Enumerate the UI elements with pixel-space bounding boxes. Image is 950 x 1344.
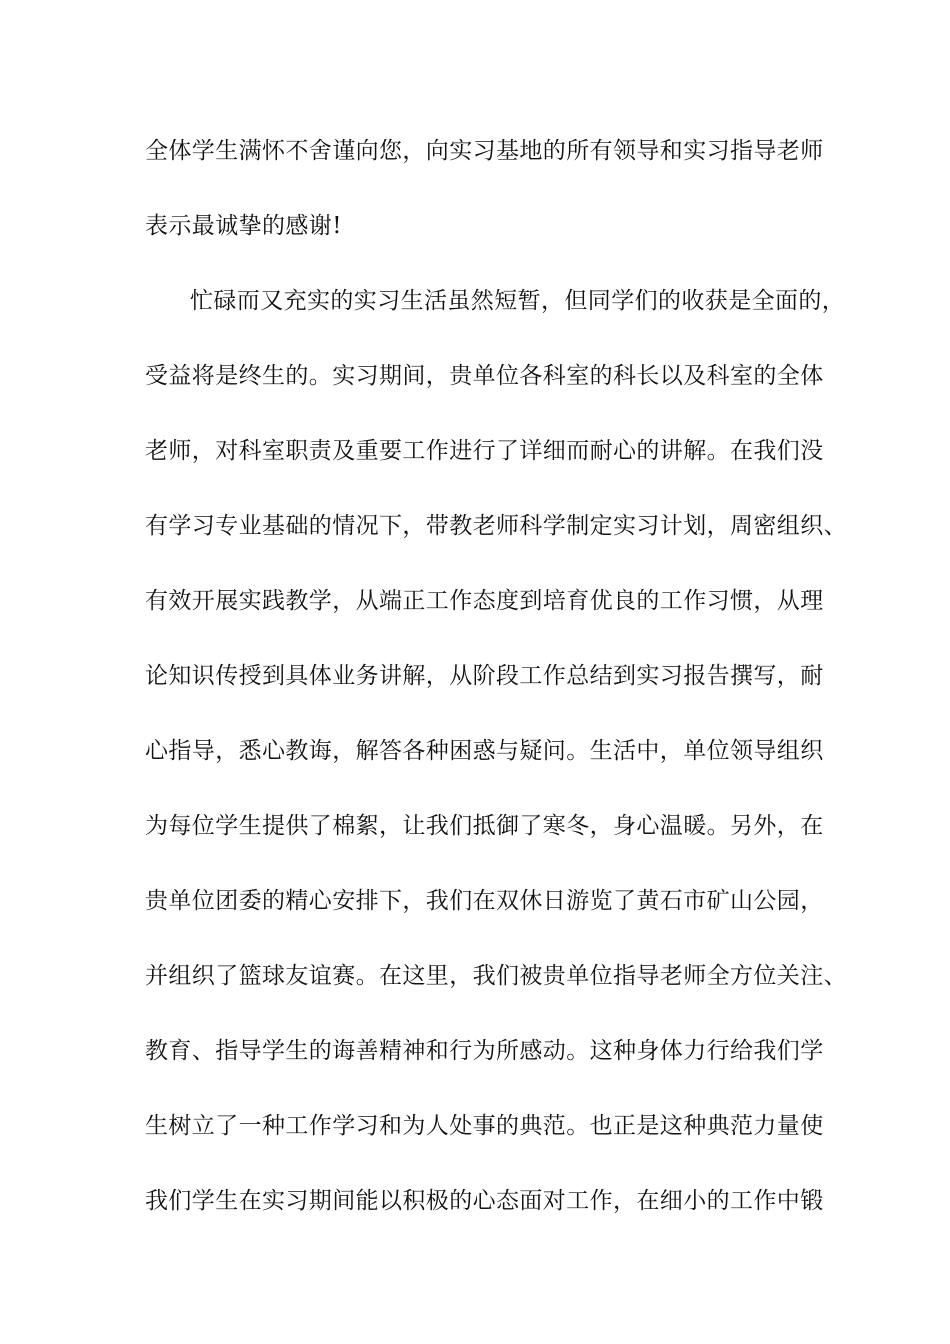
text-line-15: 我们学生在实习期间能以积极的心态面对工作，在细小的工作中锻 [145, 1188, 824, 1214]
text-line-12: 并组织了篮球友谊赛。在这里，我们被贵单位指导老师全方位关注、 [145, 963, 847, 989]
text-line-6: 有学习专业基础的情况下，带教老师科学制定实习计划，周密组织、 [145, 513, 847, 539]
text-line-13: 教育、指导学生的诲善精神和行为所感动。这种身体力行给我们学 [145, 1038, 824, 1064]
text-line-1: 全体学生满怀不舍谨向您，向实习基地的所有领导和实习指导老师 [145, 138, 824, 164]
text-line-14: 生树立了一种工作学习和为人处事的典范。也正是这种典范力量使 [145, 1113, 824, 1139]
text-line-4: 受益将是终生的。实习期间，贵单位各科室的科长以及科室的全体 [145, 363, 824, 389]
text-line-9: 心指导，悉心教诲，解答各种困惑与疑问。生活中，单位领导组织 [145, 738, 824, 764]
text-line-11: 贵单位团委的精心安排下，我们在双休日游览了黄石市矿山公园， [145, 888, 824, 914]
text-line-2: 表示最诚挚的感谢! [145, 213, 342, 239]
text-line-5: 老师，对科室职责及重要工作进行了详细而耐心的讲解。在我们没 [145, 438, 824, 464]
text-line-7: 有效开展实践教学，从端正工作态度到培育优良的工作习惯，从理 [145, 588, 824, 614]
text-line-10: 为每位学生提供了棉絮，让我们抵御了寒冬，身心温暖。另外，在 [145, 813, 824, 839]
text-line-8: 论知识传授到具体业务讲解，从阶段工作总结到实习报告撰写，耐 [145, 663, 824, 689]
paragraph-start-line: 忙碌而又充实的实习生活虽然短暂，但同学们的收获是全面的， [190, 288, 846, 314]
